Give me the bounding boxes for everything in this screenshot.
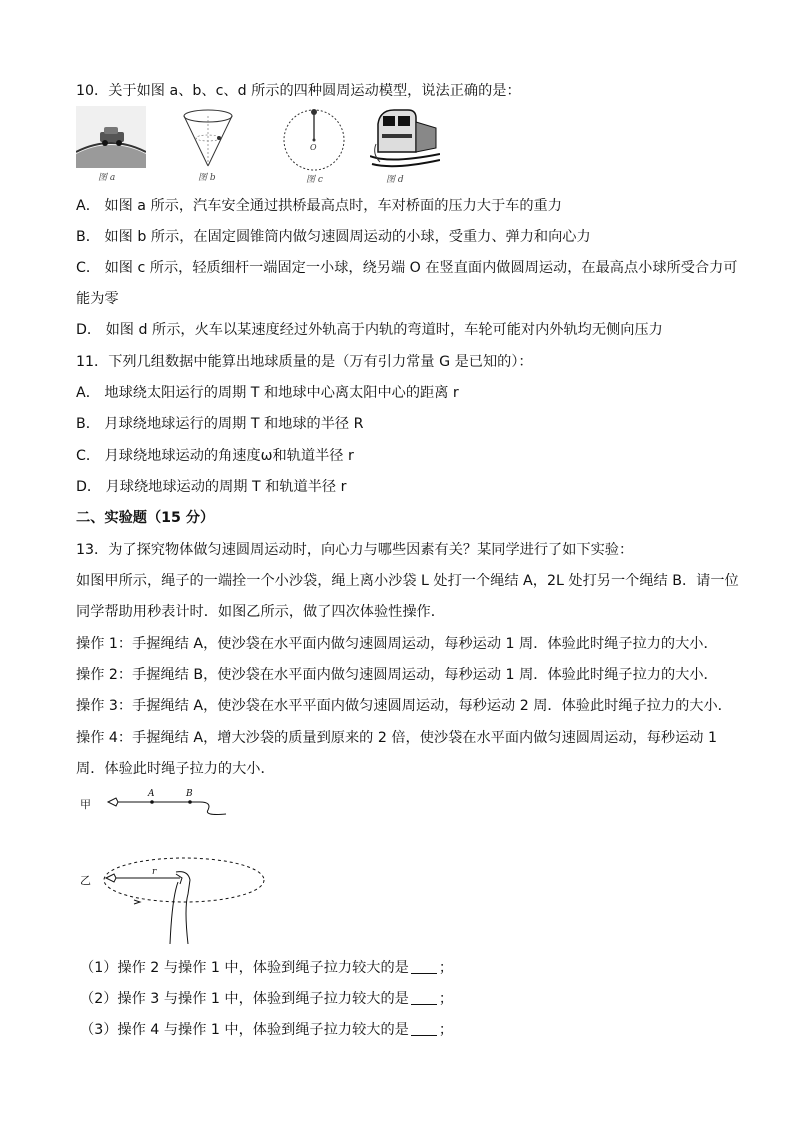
figure-c [280,106,350,186]
rope-with-knots-icon [76,786,246,826]
radius-label: r [152,867,157,877]
answer-blank-2[interactable] [411,990,437,1005]
q13-op-2: 操作 2：手握绳结 B，使沙袋在水平面内做匀速圆周运动，每秒运动 1 周．体验此时绳子拉力的大小． [76,667,718,683]
answer-blank-3[interactable] [411,1021,437,1036]
q11-option-d: D． 月球绕地球运动的周期 T 和轨道半径 r [76,479,347,495]
q10-stem: 10．关于如图 a、b、c、d 所示的四种圆周运动模型，说法正确的是： [76,83,521,99]
q11-option-a: A． 地球绕太阳运行的周期 T 和地球中心离太阳中心的距离 r [76,385,459,401]
q10-option-d: D． 如图 d 所示，火车以某速度经过外轨高于内轨的弯道时，车轮可能对内外轨均无侧向压力 [76,322,663,338]
q13-desc-2: 同学帮助用秒表计时．如图乙所示，做了四次体验性操作． [76,604,445,620]
q10-option-c: C． 如图 c 所示，轻质细杆一端固定一小球，绕另端 O 在竖直面内做圆周运动，在最高点小球所受合力可 [76,260,738,276]
figure-a [76,106,146,186]
figure-d [370,104,440,186]
q13-op-4-cont: 周．体验此时绳子拉力的大小． [76,761,275,777]
q10-option-a: A． 如图 a 所示，汽车安全通过拱桥最高点时，车对桥面的压力大于车的重力 [76,198,562,214]
section-title: 二、实验题（15 分） [76,510,215,526]
q10-option-c-cont: 能为零 [76,291,119,307]
figure-d-caption: 图 d [386,175,404,185]
figure-b [178,106,238,186]
figure-b-caption: 图 b [198,173,216,183]
answer-blank-1[interactable] [411,959,437,974]
q11-stem: 11．下列几组数据中能算出地球质量的是（万有引力常量 G 是已知的）： [76,354,533,370]
fig-yi-label: 乙 [80,874,91,887]
q11-option-b: B． 月球绕地球运行的周期 T 和地球的半径 R [76,416,364,432]
figure-c-caption: 图 c [306,175,323,185]
q13-op-1: 操作 1：手握绳结 A，使沙袋在水平面内做匀速圆周运动，每秒运动 1 周．体验此时绳子拉力的大小． [76,636,718,652]
sub-question-3 [80,1020,453,1040]
fig-c-center-label: O [310,143,317,152]
figure-a-caption: 图 a [98,173,116,183]
figure-yi [76,848,276,948]
hand-swinging-rope-icon [76,848,276,948]
fig-jia-label: 甲 [80,798,91,811]
sub-question-2-end: ； [438,991,454,1007]
inverted-cone-icon [178,106,238,170]
knot-b-label: B [186,789,193,799]
figure-jia [76,786,246,826]
rod-circle-icon [280,106,350,172]
sub-question-3-end: ； [438,1022,454,1038]
q11-option-c: C． 月球绕地球运动的角速度ω和轨道半径 r [76,448,354,464]
sub-question-1-text: （1）操作 2 与操作 1 中，体验到绳子拉力较大的是 [80,960,409,976]
q13-op-3: 操作 3：手握绳结 A，使沙袋在水平平面内做匀速圆周运动，每秒运动 2 周．体验此时绳子拉力的大小． [76,698,732,714]
sub-question-2 [80,989,453,1009]
train-on-curve-icon [370,104,440,172]
sub-question-1-end: ； [438,960,454,976]
sub-question-1 [80,958,453,978]
knot-a-label: A [148,789,155,799]
q13-desc-1: 如图甲所示，绳子的一端拴一个小沙袋，绳上离小沙袋 L 处打一个绳结 A，2L 处打另一个绳结 B．请一位 [76,573,739,589]
q10-option-b: B． 如图 b 所示，在固定圆锥筒内做匀速圆周运动的小球，受重力、弹力和向心力 [76,229,591,245]
q13-op-4: 操作 4：手握绳结 A，增大沙袋的质量到原来的 2 倍，使沙袋在水平面内做匀速圆周运动，每秒运动 1 [76,730,718,746]
sub-question-3-text: （3）操作 4 与操作 1 中，体验到绳子拉力较大的是 [80,1022,409,1038]
q13-stem: 13．为了探究物体做匀速圆周运动时，向心力与哪些因素有关？某同学进行了如下实验： [76,542,634,558]
sub-question-2-text: （2）操作 3 与操作 1 中，体验到绳子拉力较大的是 [80,991,409,1007]
